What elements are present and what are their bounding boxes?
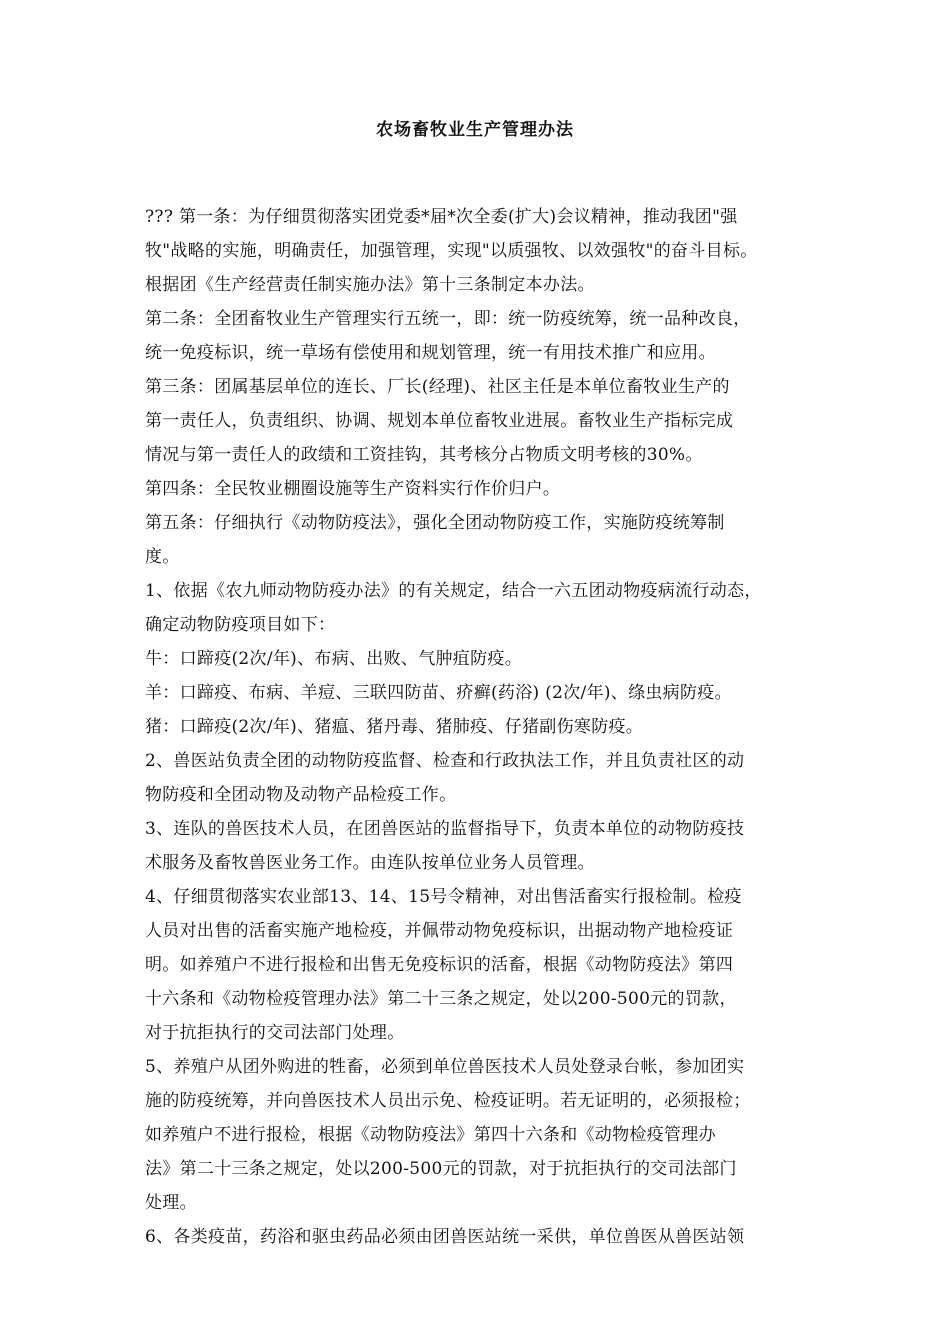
body-line: 统一免疫标识，统一草场有偿使用和规划管理，统一有用技术推广和应用。 bbox=[145, 343, 716, 363]
body-line: ??? 第一条：为仔细贯彻落实团党委*届*次全委(扩大)会议精神，推动我团"强 bbox=[145, 207, 738, 227]
body-line: 根据团《生产经营责任制实施办法》第十三条制定本办法。 bbox=[145, 275, 595, 295]
body-line: 术服务及畜牧兽医业务工作。由连队按单位业务人员管理。 bbox=[145, 853, 595, 873]
body-line: 3、连队的兽医技术人员，在团兽医站的监督指导下，负责本单位的动物防疫技 bbox=[145, 819, 745, 839]
body-line: 物防疫和全团动物及动物产品检疫工作。 bbox=[145, 785, 457, 805]
body-line: 第五条：仔细执行《动物防疫法》，强化全团动物防疫工作，实施防疫统筹制 bbox=[145, 513, 725, 533]
body-line: 牛：口蹄疫(2次/年)、布病、出败、气肿疽防疫。 bbox=[145, 649, 523, 669]
body-line: 5、养殖户从团外购进的牲畜，必须到单位兽医技术人员处登录台帐，参加团实 bbox=[145, 1057, 745, 1077]
body-line: 对于抗拒执行的交司法部门处理。 bbox=[145, 1023, 405, 1043]
body-line: 1、依据《农九师动物防疫办法》的有关规定，结合一六五团动物疫病流行动态， bbox=[145, 581, 762, 601]
body-line: 羊：口蹄疫、布病、羊痘、三联四防苗、疥癣(药浴) (2次/年)、绦虫病防疫。 bbox=[145, 683, 732, 703]
body-line: 人员对出售的活畜实施产地检疫，并佩带动物免疫标识，出据动物产地检疫证 bbox=[145, 921, 734, 941]
body-line: 猪：口蹄疫(2次/年)、猪瘟、猪丹毒、猪肺疫、仔猪副伤寒防疫。 bbox=[145, 717, 644, 737]
body-line: 第二条：全团畜牧业生产管理实行五统一，即：统一防疫统筹，统一品种改良， bbox=[145, 309, 751, 329]
body-line: 第三条：团属基层单位的连长、厂长(经理)、社区主任是本单位畜牧业生产的 bbox=[145, 377, 730, 397]
body-line: 法》第二十三条之规定，处以200-500元的罚款，对于抗拒执行的交司法部门 bbox=[145, 1159, 737, 1179]
body-line: 如养殖户不进行报检，根据《动物防疫法》第四十六条和《动物检疫管理办 bbox=[145, 1125, 716, 1145]
document-body bbox=[145, 200, 810, 1254]
body-line: 度。 bbox=[145, 547, 180, 567]
body-line: 情况与第一责任人的政绩和工资挂钩，其考核分占物质文明考核的30%。 bbox=[145, 445, 703, 465]
body-line: 处理。 bbox=[145, 1193, 197, 1213]
document-title: 农场畜牧业生产管理办法 bbox=[376, 120, 574, 140]
body-line: 牧"战略的实施，明确责任，加强管理，实现"以质强牧、以效强牧"的奋斗目标。 bbox=[145, 241, 758, 261]
body-line: 6、各类疫苗，药浴和驱虫药品必须由团兽医站统一采供，单位兽医从兽医站领 bbox=[145, 1227, 745, 1247]
body-line: 4、仔细贯彻落实农业部13、14、15号令精神，对出售活畜实行报检制。检疫 bbox=[145, 887, 742, 907]
body-line: 第四条：全民牧业棚圈设施等生产资料实行作价归户。 bbox=[145, 479, 561, 499]
body-line: 确定动物防疫项目如下： bbox=[145, 615, 336, 635]
body-line: 施的防疫统筹，并向兽医技术人员出示免、检疫证明。若无证明的，必须报检； bbox=[145, 1091, 751, 1111]
body-line: 明。如养殖户不进行报检和出售无免疫标识的活畜，根据《动物防疫法》第四 bbox=[145, 955, 734, 975]
body-line: 第一责任人，负责组织、协调、规划本单位畜牧业进展。畜牧业生产指标完成 bbox=[145, 411, 734, 431]
body-line: 2、兽医站负责全团的动物防疫监督、检查和行政执法工作，并且负责社区的动 bbox=[145, 751, 745, 771]
body-line: 十六条和《动物检疫管理办法》第二十三条之规定，处以200-500元的罚款， bbox=[145, 989, 737, 1009]
